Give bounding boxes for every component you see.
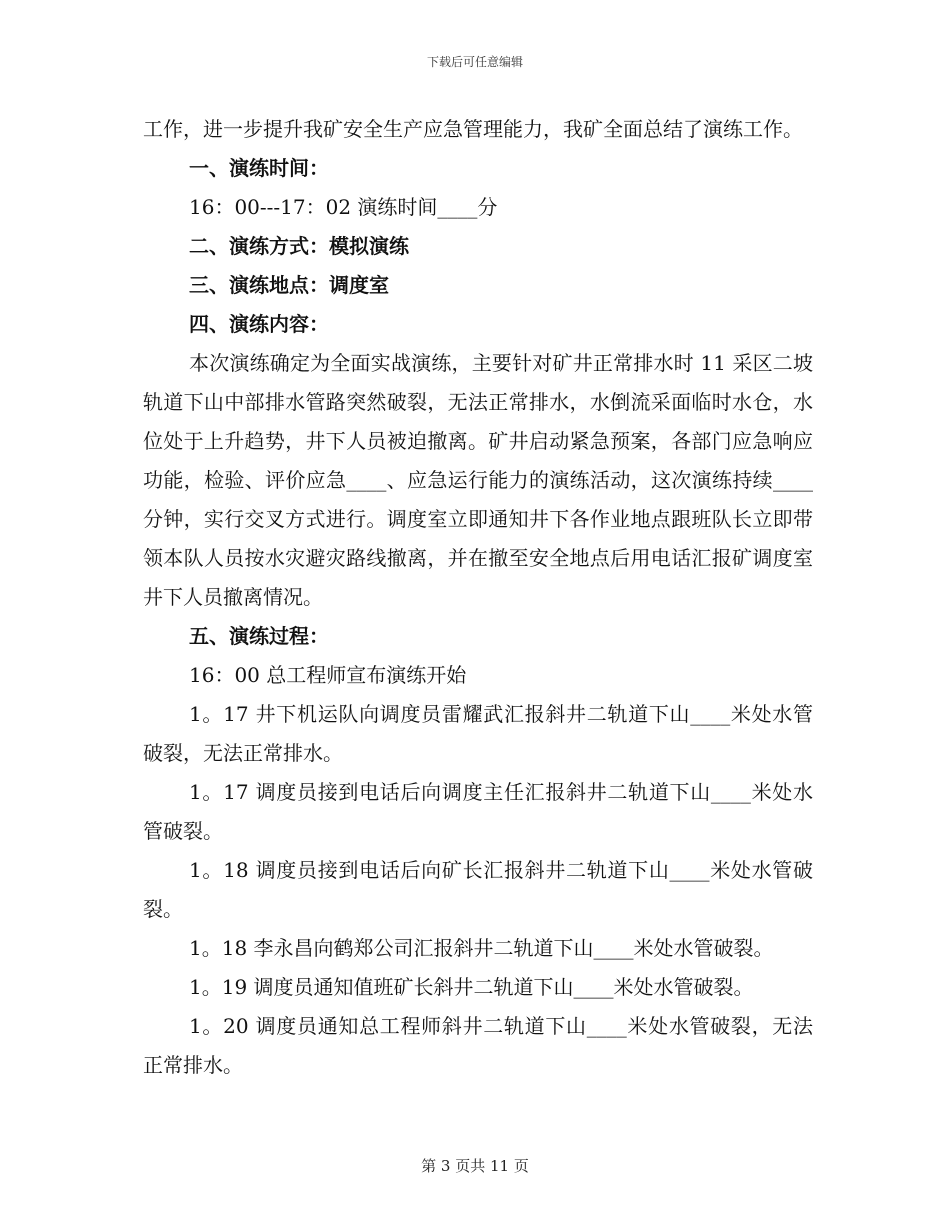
page-header: 下载后可任意编辑 xyxy=(426,55,523,69)
section-heading: 二、演练方式：模拟演练 xyxy=(189,234,409,258)
paragraph: 16：00---17：02 演练时间____分 xyxy=(189,195,498,219)
document-body xyxy=(143,110,813,1085)
paragraph: 1。17 调度员接到电话后向调度主任汇报斜井二轨道下山____米处水管破裂。 xyxy=(143,780,813,843)
paragraph: 本次演练确定为全面实战演练，主要针对矿井正常排水时 11 采区二坡轨道下山中部排水管路突然破裂，无法正常排水，水倒流采面临时水仓，水位处于上升趋势，井下人员被迫撤离。矿井启动紧急预案，各部门应急响应功能，检验、评价应急____、应急运行能力的演练活动，这次演练持续____分钟，实行交叉方式进行。调度室立即通知井下各作业地点跟班队长立即带领本队人员按水灾避灾路线撤离，并在撤至安全地点后用电话汇报矿调度室井下人员撤离情况。 xyxy=(143,351,813,609)
section-heading: 一、演练时间： xyxy=(189,156,329,180)
paragraph: 1。18 调度员接到电话后向矿长汇报斜井二轨道下山____米处水管破裂。 xyxy=(143,858,813,921)
paragraph: 1。19 调度员通知值班矿长斜井二轨道下山____米处水管破裂。 xyxy=(189,975,754,999)
paragraph: 工作，进一步提升我矿安全生产应急管理能力，我矿全面总结了演练工作。 xyxy=(143,117,803,141)
page-footer: 第 3 页共 11 页 xyxy=(421,1157,529,1175)
paragraph: 1。20 调度员通知总工程师斜井二轨道下山____米处水管破裂，无法正常排水。 xyxy=(143,1014,813,1077)
section-heading: 三、演练地点：调度室 xyxy=(189,273,389,297)
section-heading: 五、演练过程： xyxy=(189,624,329,648)
paragraph: 1。17 井下机运队向调度员雷耀武汇报斜井二轨道下山____米处水管破裂，无法正常排水。 xyxy=(143,702,813,765)
paragraph: 1。18 李永昌向鹤郑公司汇报斜井二轨道下山____米处水管破裂。 xyxy=(189,936,774,960)
section-heading: 四、演练内容： xyxy=(189,312,329,336)
paragraph: 16：00 总工程师宣布演练开始 xyxy=(189,663,467,687)
